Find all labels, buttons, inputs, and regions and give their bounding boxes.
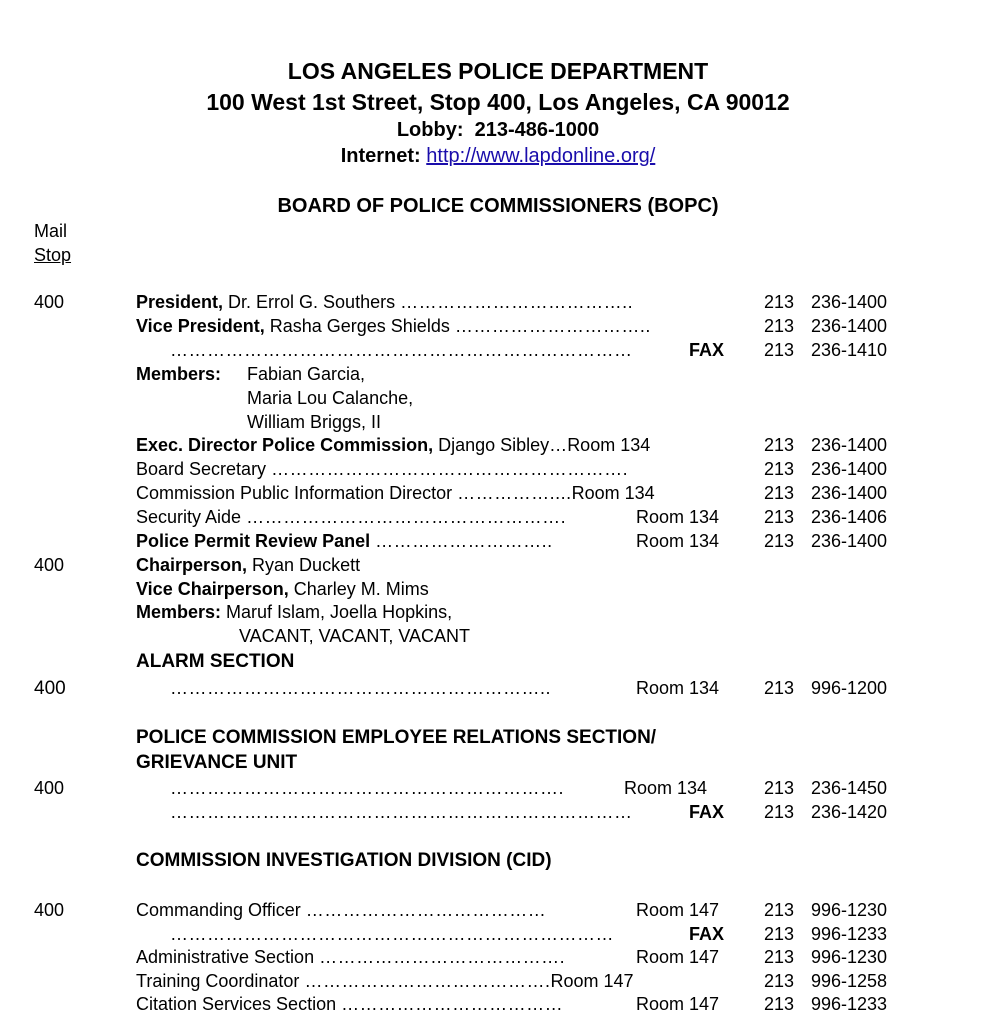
area-code: 213 [764,924,795,944]
phone-number: 996-1230 [811,947,888,967]
panel-members-names: Maruf Islam, Joella Hopkins, [221,602,453,622]
area-code: 213 [764,778,795,798]
vice-chairperson-name: Charley M. Mims [288,579,429,599]
phone-number: 236-1400 [811,483,888,503]
leader-dots: ………………………….. [454,316,651,336]
address: 100 West 1st Street, Stop 400, Los Angeles, CA 90012 [206,89,790,115]
board-secretary-row [136,459,628,480]
security-aide-row [136,507,566,528]
commanding-officer-label: Commanding Officer [136,900,301,920]
room-number: Room 134 [624,778,708,798]
chairperson-row [136,555,360,576]
phone-number: 236-1400 [811,531,888,551]
phone-number: 236-1450 [811,778,888,798]
mail-stop-heading: Mail [34,221,68,241]
commanding-officer-row [136,900,546,921]
member-name: Fabian Garcia, [247,364,366,384]
training-coordinator-row [136,971,634,992]
room-number: Room 134 [571,483,655,503]
phone-number: 996-1200 [811,678,888,698]
room-number: Room 147 [550,971,634,991]
room-number: Room 147 [636,900,720,920]
vice-chairperson-row [136,579,429,600]
room-number: Room 134 [567,435,651,455]
lobby-line [0,119,996,142]
phone-number: 236-1410 [811,340,888,360]
area-code: 213 [764,340,795,360]
leader-dots: …………….... [457,483,572,503]
leader-dots: ………………………………… [305,900,547,920]
vice-president-name: Rasha Gerges Shields [264,316,450,336]
cutoff-label: Citation Services Section [136,994,337,1014]
pcers-title: POLICE COMMISSION EMPLOYEE RELATIONS SECTION/ [136,727,657,748]
leader-dots: …………………………………………………….. [170,678,552,698]
vice-president-label: Vice President, [136,316,265,336]
room-number: Room 134 [636,678,720,698]
leader-dots: ………………………………………………………. [170,778,565,798]
internet-line [0,145,996,168]
exec-director-row [136,435,650,456]
member-name: Maria Lou Calanche, [247,388,414,408]
lobby-label: Lobby: [396,119,464,141]
leader-dots: …………………………………………………. [271,459,629,479]
area-code: 213 [764,507,795,527]
leader-dots: …………………………………. [304,971,551,991]
area-code: 213 [764,316,795,336]
pcers-title-line2: GRIEVANCE UNIT [136,752,298,773]
phone-number: 236-1400 [811,459,888,479]
area-code: 213 [764,802,795,822]
panel-members-row [136,602,452,623]
leader-dots: ……………………………………………………………… [170,924,614,944]
members-label: Members: [136,364,222,384]
phone-number: 236-1420 [811,802,888,822]
president-name: Dr. Errol G. Southers [223,292,396,312]
mail-stop: 400 [34,778,65,798]
leader-dots: ……………………………… [341,994,564,1014]
phone-number: 236-1406 [811,507,888,527]
fax-label: FAX [689,340,725,360]
chairperson-label: Chairperson, [136,555,248,575]
exec-director-name: Django Sibley… [433,435,568,455]
org-title: LOS ANGELES POLICE DEPARTMENT [287,58,709,84]
area-code: 213 [764,459,795,479]
leader-dots: ……………………………….. [400,292,634,312]
leader-dots: ……………………………………………. [246,507,567,527]
lobby-phone: 213-486-1000 [474,119,600,141]
cid-title: COMMISSION INVESTIGATION DIVISION (CID) [136,850,552,871]
administrative-section-label: Administrative Section [136,947,315,967]
chairperson-name: Ryan Duckett [247,555,361,575]
area-code: 213 [764,947,795,967]
bopc-title: BOARD OF POLICE COMMISSIONERS (BOPC) [277,195,719,217]
leader-dots: ………………………………………………………………… [170,340,633,360]
training-coordinator-label: Training Coordinator [136,971,300,991]
internet-label: Internet: [340,145,421,167]
leader-dots: ……………………….. [375,531,553,551]
vice-president-row [136,316,651,337]
panel-members-label: Members: [136,602,222,622]
phone-number: 236-1400 [811,292,888,312]
area-code: 213 [764,994,795,1014]
phone-number: 996-1233 [811,994,888,1014]
phone-number: 996-1258 [811,971,888,991]
room-number: Room 134 [636,507,720,527]
permit-panel-label: Police Permit Review Panel [136,531,371,551]
phone-number: 996-1233 [811,924,888,944]
room-number: Room 147 [636,994,720,1014]
mail-stop-heading-underlined: Stop [34,245,72,265]
security-aide-label: Security Aide [136,507,242,527]
vice-chairperson-label: Vice Chairperson, [136,579,289,599]
mail-stop: 400 [34,900,65,920]
area-code: 213 [764,435,795,455]
area-code: 213 [764,678,795,698]
pio-label: Commission Public Information Director [136,483,453,503]
area-code: 213 [764,531,795,551]
pio-row [136,483,655,504]
mail-stop: 400 [34,678,66,699]
administrative-section-row [136,947,565,968]
alarm-section-title: ALARM SECTION [136,651,295,672]
phone-number: 236-1400 [811,435,888,455]
leader-dots: …………………………………. [319,947,566,967]
area-code: 213 [764,483,795,503]
member-name: William Briggs, II [247,412,382,432]
website-link[interactable]: http://www.lapdonline.org/ [426,145,656,167]
area-code: 213 [764,900,795,920]
area-code: 213 [764,292,795,312]
phone-number: 996-1230 [811,900,888,920]
phone-number: 236-1400 [811,316,888,336]
room-number: Room 134 [636,531,720,551]
panel-members-vacant: VACANT, VACANT, VACANT [239,626,471,646]
mail-stop: 400 [34,555,65,575]
board-secretary-label: Board Secretary [136,459,267,479]
president-row [136,292,633,313]
room-number: Room 147 [636,947,720,967]
exec-director-label: Exec. Director Police Commission, [136,435,434,455]
president-label: President, [136,292,224,312]
cutoff-row [136,994,563,1015]
permit-panel-row [136,531,553,552]
leader-dots: ………………………………………………………………… [170,802,633,822]
area-code: 213 [764,971,795,991]
fax-label: FAX [689,924,725,944]
fax-label: FAX [689,802,725,822]
mail-stop: 400 [34,292,65,312]
